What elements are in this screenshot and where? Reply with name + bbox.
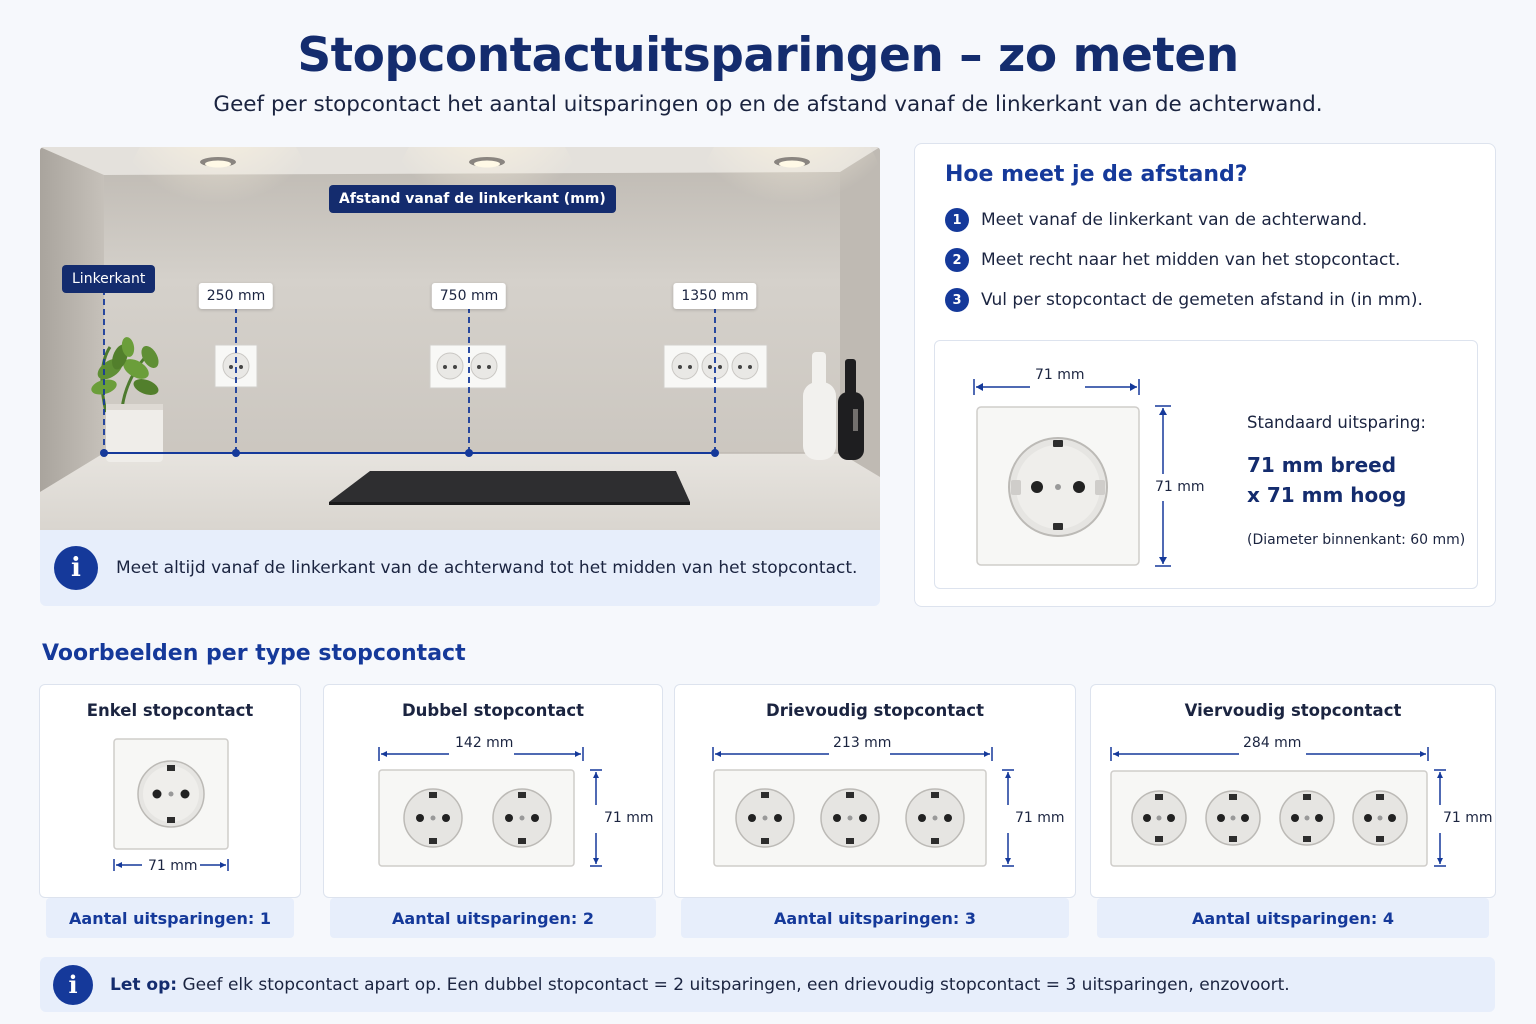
step-3 bbox=[945, 288, 1423, 312]
standard-width-text: 71 mm breed bbox=[1247, 453, 1397, 477]
example-title: Drievoudig stopcontact bbox=[766, 701, 984, 720]
page-subtitle: Geef per stopcontact het aantal uitsparingen op en de afstand vanaf de linkerkant van de achterwand. bbox=[213, 92, 1323, 117]
step-text: Meet vanaf de linkerkant van de achterwand. bbox=[981, 210, 1368, 230]
count-badge-quadruple: Aantal uitsparingen: 4 bbox=[1097, 898, 1489, 938]
examples-title: Voorbeelden per type stopcontact bbox=[42, 641, 466, 666]
count-badge-double: Aantal uitsparingen: 2 bbox=[330, 898, 656, 938]
info-text: Meet altijd vanaf de linkerkant van de achterwand tot het midden van het stopcontact. bbox=[116, 558, 858, 578]
marker-label-750: 750 mm bbox=[432, 283, 506, 309]
example-card-single bbox=[39, 684, 301, 898]
example-width-label: 213 mm bbox=[833, 735, 892, 751]
example-card-triple bbox=[674, 684, 1076, 898]
step-number: 1 bbox=[945, 208, 969, 232]
example-card-double bbox=[323, 684, 663, 898]
note-bar bbox=[40, 957, 1495, 1012]
standard-socket-drawing bbox=[935, 341, 1479, 590]
quadruple-socket-drawing bbox=[1091, 685, 1497, 899]
count-badge-single: Aantal uitsparingen: 1 bbox=[46, 898, 294, 938]
standard-title: Standaard uitsparing: bbox=[1247, 413, 1426, 432]
socket-unit bbox=[404, 789, 462, 847]
example-title: Enkel stopcontact bbox=[86, 701, 254, 720]
distance-tag: Afstand vanaf de linkerkant (mm) bbox=[329, 185, 616, 213]
note-label: Let op: bbox=[110, 974, 178, 995]
marker-label-250: 250 mm bbox=[199, 283, 273, 309]
example-width-label: 142 mm bbox=[455, 735, 514, 751]
info-icon: i bbox=[54, 546, 98, 590]
page-title: Stopcontactuitsparingen – zo meten bbox=[297, 28, 1239, 83]
standard-height-label: 71 mm bbox=[1155, 479, 1205, 495]
example-height-label: 71 mm bbox=[604, 810, 654, 826]
step-number: 3 bbox=[945, 288, 969, 312]
kitchen-illustration bbox=[40, 147, 880, 530]
count-badge-triple: Aantal uitsparingen: 3 bbox=[681, 898, 1069, 938]
step-1 bbox=[945, 208, 1367, 232]
info-bar bbox=[40, 530, 880, 606]
left-edge-tag: Linkerkant bbox=[62, 265, 155, 293]
howto-title: Hoe meet je de afstand? bbox=[945, 162, 1248, 187]
double-socket-drawing bbox=[324, 685, 664, 899]
triple-socket-drawing bbox=[675, 685, 1077, 899]
socket-double-illustration bbox=[430, 345, 506, 388]
howto-panel bbox=[914, 143, 1496, 607]
standard-height-text: x 71 mm hoog bbox=[1247, 483, 1407, 507]
step-text: Vul per stopcontact de gemeten afstand in (in mm). bbox=[981, 290, 1423, 310]
standard-cutout-box bbox=[934, 340, 1478, 589]
socket-unit bbox=[493, 789, 551, 847]
example-width-label: 284 mm bbox=[1243, 735, 1302, 751]
example-height-label: 71 mm bbox=[1015, 810, 1065, 826]
step-number: 2 bbox=[945, 248, 969, 272]
standard-diameter-note: (Diameter binnenkant: 60 mm) bbox=[1247, 532, 1466, 548]
standard-width-label: 71 mm bbox=[1035, 367, 1085, 383]
example-height-label: 71 mm bbox=[1443, 810, 1493, 826]
note-text bbox=[110, 975, 1290, 995]
example-width-label: 71 mm bbox=[148, 858, 198, 874]
marker-label-1350: 1350 mm bbox=[673, 283, 756, 309]
step-2 bbox=[945, 248, 1400, 272]
note-body: Geef elk stopcontact apart op. Een dubbel stopcontact = 2 uitsparingen, een drievoudig stopcontact = 3 uitsparingen, enzovoort. bbox=[177, 974, 1290, 995]
info-icon: i bbox=[53, 965, 93, 1005]
example-card-quadruple bbox=[1090, 684, 1496, 898]
step-text: Meet recht naar het midden van het stopcontact. bbox=[981, 250, 1401, 270]
example-title: Viervoudig stopcontact bbox=[1184, 701, 1402, 720]
example-title: Dubbel stopcontact bbox=[401, 701, 585, 720]
